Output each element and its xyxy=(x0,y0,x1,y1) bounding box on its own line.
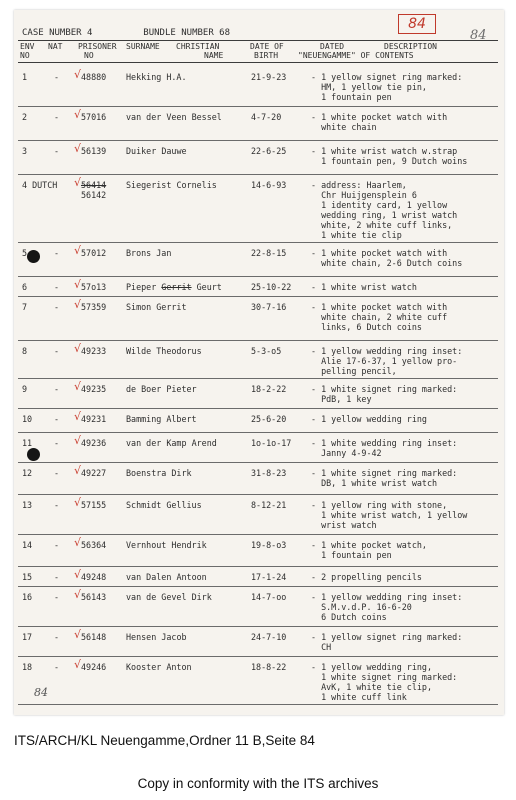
handwritten-corner-number: 84 xyxy=(470,28,487,43)
nationality-dash: - xyxy=(54,592,60,602)
red-check-mark: √ xyxy=(74,142,82,155)
nationality-dash: - xyxy=(54,346,60,356)
red-check-mark: √ xyxy=(74,434,82,447)
red-check-mark: √ xyxy=(74,658,82,671)
nationality-dash: - xyxy=(54,146,60,156)
prisoner-number: 49231 xyxy=(81,414,107,424)
env-number: 1 xyxy=(22,72,28,82)
surname: Pieper xyxy=(126,282,157,292)
date-of-birth: 31-8-23 xyxy=(251,468,287,478)
env-number: 10 xyxy=(22,414,33,424)
description-line: 6 Dutch coins xyxy=(311,612,387,622)
prisoner-name xyxy=(126,302,187,312)
christian-name: Jacob xyxy=(161,632,187,642)
christian-name: Hendrik xyxy=(171,540,207,550)
contents-description xyxy=(311,592,462,622)
description-line: wedding ring, 1 wrist watch xyxy=(311,210,458,220)
env-number: 3 xyxy=(22,146,28,156)
date-of-birth: 22-8-15 xyxy=(251,248,287,258)
prisoner-number: 49233 xyxy=(81,346,107,356)
description-line: links, 6 Dutch coins xyxy=(311,322,422,332)
red-check-mark: √ xyxy=(74,628,82,641)
date-of-birth: 14-6-93 xyxy=(251,180,287,190)
red-check-mark: √ xyxy=(74,464,82,477)
contents-description xyxy=(311,180,457,240)
prisoner-name xyxy=(126,248,171,258)
col-env: ENV xyxy=(20,42,35,51)
prisoner-number: 49235 xyxy=(81,384,107,394)
case-number-label: CASE NUMBER 4 xyxy=(22,28,93,38)
date-of-birth: 21-9-23 xyxy=(251,72,287,82)
contents-description xyxy=(311,72,462,102)
description-line: - 1 white signet ring marked: xyxy=(311,468,458,478)
case-bundle-line xyxy=(22,28,230,38)
nationality-dash: - xyxy=(54,302,60,312)
date-of-birth: 24-7-10 xyxy=(251,632,287,642)
contents-description xyxy=(311,468,457,488)
christian-name: Pieter xyxy=(166,384,197,394)
nationality-dash: - xyxy=(54,248,60,258)
row-separator xyxy=(18,656,498,657)
col-env-no: NO xyxy=(20,51,30,60)
description-line: - 1 yellow signet ring marked: xyxy=(311,72,463,82)
date-of-birth: 4-7-20 xyxy=(251,112,282,122)
contents-description xyxy=(311,438,457,458)
prisoner-name xyxy=(126,572,207,582)
nationality-dash: - xyxy=(54,572,60,582)
prisoner-number: 49236 xyxy=(81,438,107,448)
prisoner-number-struck: 56414 xyxy=(81,180,107,190)
nationality-dash: - xyxy=(54,500,60,510)
nationality-dash: - xyxy=(54,282,60,292)
description-line: 1 white signet ring marked: xyxy=(311,672,458,682)
contents-description xyxy=(311,572,422,582)
row-separator xyxy=(18,626,498,627)
red-check-mark: √ xyxy=(74,342,82,355)
surname: Wilde xyxy=(126,346,152,356)
contents-description xyxy=(311,346,462,376)
description-line: - 1 yellow signet ring marked: xyxy=(311,632,463,642)
prisoner-name xyxy=(126,180,217,190)
row-separator xyxy=(18,276,498,277)
christian-name: H.A. xyxy=(166,72,187,82)
surname: Vernhout xyxy=(126,540,167,550)
prisoner-name xyxy=(126,468,192,478)
description-line: S.M.v.d.P. 16-6-20 xyxy=(311,602,412,612)
date-of-birth: 22-6-25 xyxy=(251,146,287,156)
description-line: 1 white tie clip xyxy=(311,230,402,240)
prisoner-number: 57359 xyxy=(81,302,107,312)
conformity-caption: Copy in conformity with the ITS archives xyxy=(137,776,379,791)
description-line: white, 2 white cuff links, xyxy=(311,220,453,230)
prisoner-number: 49227 xyxy=(81,468,107,478)
bundle-number-label: BUNDLE NUMBER 68 xyxy=(143,28,230,38)
surname: Siegerist xyxy=(126,180,172,190)
description-line: - 1 yellow wedding ring, xyxy=(311,662,433,672)
date-of-birth: 1o-1o-17 xyxy=(251,438,292,448)
row-separator xyxy=(18,296,498,297)
prisoner-number: 57155 xyxy=(81,500,107,510)
prisoner-name xyxy=(126,282,222,292)
description-line: 1 fountain pen xyxy=(311,92,392,102)
christian-name: Dirk xyxy=(171,468,192,478)
nationality-dash: - xyxy=(54,414,60,424)
prisoner-number: 57o13 xyxy=(81,282,107,292)
description-line: - 1 yellow wedding ring inset: xyxy=(311,346,463,356)
prisoner-number: 49248 xyxy=(81,572,107,582)
red-check-mark: √ xyxy=(74,380,82,393)
red-check-mark: √ xyxy=(74,588,82,601)
christian-name-struck: Gerrit xyxy=(161,282,192,292)
surname: Brons xyxy=(126,248,152,258)
prisoner-name xyxy=(126,438,217,448)
description-line: - 1 white pocket watch with xyxy=(311,112,448,122)
col-surname: SURNAME xyxy=(126,42,160,51)
description-line: HM, 1 yellow tie pin, xyxy=(311,82,427,92)
row-separator xyxy=(18,140,498,141)
row-separator xyxy=(18,242,498,243)
christian-name: Bessel xyxy=(191,112,222,122)
prisoner-number: 48880 xyxy=(81,72,107,82)
description-line: - 1 white pocket watch, xyxy=(311,540,427,550)
surname: van de Gevel xyxy=(126,592,187,602)
surname: Schmidt xyxy=(126,500,162,510)
col-dated: DATED xyxy=(320,42,345,51)
description-line: white chain, 2 white cuff xyxy=(311,312,448,322)
contents-description xyxy=(311,112,447,132)
description-line: - address: Haarlem, xyxy=(311,180,407,190)
surname: van Dalen xyxy=(126,572,172,582)
col-neuengamme-contents: "NEUENGAMME" OF CONTENTS xyxy=(298,51,414,60)
nationality-dash: - xyxy=(54,540,60,550)
env-number: 7 xyxy=(22,302,28,312)
nationality-dash: - xyxy=(54,662,60,672)
row-separator xyxy=(18,462,498,463)
punch-hole xyxy=(27,448,40,461)
surname: de Boer xyxy=(126,384,162,394)
row-separator xyxy=(18,566,498,567)
christian-name: Cornelis xyxy=(176,180,217,190)
contents-description xyxy=(311,540,427,560)
prisoner-name xyxy=(126,146,187,156)
description-line: 1 fountain pen xyxy=(311,550,392,560)
env-number: 2 xyxy=(22,112,28,122)
date-of-birth: 19-8-o3 xyxy=(251,540,287,550)
red-check-mark: √ xyxy=(74,176,82,189)
date-of-birth: 30-7-16 xyxy=(251,302,287,312)
archive-reference-caption: ITS/ARCH/KL Neuengamme,Ordner 11 B,Seite 84 xyxy=(14,733,315,748)
surname: Hekking xyxy=(126,72,162,82)
description-line: CH xyxy=(311,642,332,652)
description-line: - 1 yellow wedding ring inset: xyxy=(311,592,463,602)
description-line: - 1 white wedding ring inset: xyxy=(311,438,458,448)
env-number: 15 xyxy=(22,572,33,582)
surname: Hensen xyxy=(126,632,157,642)
description-line: AvK, 1 white tie clip, xyxy=(311,682,433,692)
description-line: Alie 17-6-37, 1 yellow pro- xyxy=(311,356,458,366)
env-number: 17 xyxy=(22,632,33,642)
nationality-dash: - xyxy=(54,112,60,122)
date-of-birth: 18-8-22 xyxy=(251,662,287,672)
red-check-mark: √ xyxy=(74,298,82,311)
surname: Bamming xyxy=(126,414,162,424)
date-of-birth: 17-1-24 xyxy=(251,572,287,582)
description-line: 1 white cuff link xyxy=(311,692,407,702)
christian-name: Geurt xyxy=(196,282,222,292)
red-check-mark: √ xyxy=(74,108,82,121)
date-of-birth: 25-6-20 xyxy=(251,414,287,424)
prisoner-number: 56364 xyxy=(81,540,107,550)
surname: van der Kamp xyxy=(126,438,187,448)
description-line: Janny 4-9-42 xyxy=(311,448,382,458)
date-of-birth: 5-3-o5 xyxy=(251,346,282,356)
contents-description xyxy=(311,384,457,404)
red-check-mark: √ xyxy=(74,568,82,581)
prisoner-name xyxy=(126,346,202,356)
col-nat: NAT xyxy=(48,42,63,51)
description-line: white chain xyxy=(311,122,377,132)
date-of-birth: 18-2-22 xyxy=(251,384,287,394)
red-check-mark: √ xyxy=(74,244,82,257)
description-line: DB, 1 white wrist watch xyxy=(311,478,438,488)
archive-document-sheet xyxy=(14,10,504,715)
env-number: 18 xyxy=(22,662,33,672)
date-of-birth: 14-7-oo xyxy=(251,592,287,602)
description-line: - 1 white wrist watch xyxy=(311,282,417,292)
prisoner-number: 56142 xyxy=(81,190,107,200)
header-bottom-rule xyxy=(18,62,498,63)
env-number: 6 xyxy=(22,282,28,292)
contents-description xyxy=(311,146,467,166)
punch-hole xyxy=(27,250,40,263)
col-christian: CHRISTIAN xyxy=(176,42,220,51)
row-separator xyxy=(18,534,498,535)
prisoner-name xyxy=(126,592,212,602)
description-line: 1 white wrist watch, 1 yellow xyxy=(311,510,468,520)
prisoner-name xyxy=(126,500,202,510)
prisoner-name xyxy=(126,414,197,424)
contents-description xyxy=(311,248,462,268)
surname: Boenstra xyxy=(126,468,167,478)
nationality-dash: - xyxy=(54,468,60,478)
nationality-dash: - xyxy=(54,632,60,642)
env-number: 4 DUTCH xyxy=(22,180,58,190)
red-check-mark: √ xyxy=(74,410,82,423)
contents-description xyxy=(311,632,462,652)
env-number: 11 xyxy=(22,438,33,448)
env-number: 5 xyxy=(22,248,28,258)
surname: van der Veen xyxy=(126,112,187,122)
row-separator xyxy=(18,340,498,341)
description-line: - 2 propelling pencils xyxy=(311,572,422,582)
red-check-mark: √ xyxy=(74,496,82,509)
christian-name: Gellius xyxy=(166,500,202,510)
description-line: - 1 yellow ring with stone, xyxy=(311,500,448,510)
row-separator xyxy=(18,494,498,495)
prisoner-number: 57016 xyxy=(81,112,107,122)
description-line: Chr Huijgensplein 6 xyxy=(311,190,417,200)
description-line: pelling pencil, xyxy=(311,366,397,376)
description-line: - 1 white signet ring marked: xyxy=(311,384,458,394)
col-name: NAME xyxy=(204,51,224,60)
handwritten-page-number: 84 xyxy=(34,686,48,699)
christian-name: Gerrit xyxy=(156,302,187,312)
prisoner-number: 49246 xyxy=(81,662,107,672)
page-number-stamp: 84 xyxy=(398,14,436,34)
col-description: DESCRIPTION xyxy=(384,42,437,51)
nationality-dash: - xyxy=(54,72,60,82)
prisoner-number: 56143 xyxy=(81,592,107,602)
row-separator xyxy=(18,432,498,433)
description-line: - 1 white pocket watch with xyxy=(311,302,448,312)
env-number: 14 xyxy=(22,540,33,550)
contents-description xyxy=(311,302,447,332)
prisoner-number: 56148 xyxy=(81,632,107,642)
row-separator xyxy=(18,106,498,107)
surname: Duiker xyxy=(126,146,157,156)
env-number: 16 xyxy=(22,592,33,602)
env-number: 12 xyxy=(22,468,33,478)
christian-name: Antoon xyxy=(176,572,207,582)
env-number: 13 xyxy=(22,500,33,510)
date-of-birth: 8-12-21 xyxy=(251,500,287,510)
nationality-dash: - xyxy=(54,438,60,448)
col-prisoner: PRISONER xyxy=(78,42,117,51)
col-prisoner-no: NO xyxy=(84,51,94,60)
row-separator xyxy=(18,174,498,175)
prisoner-name xyxy=(126,662,192,672)
col-birth: BIRTH xyxy=(254,51,279,60)
red-check-mark: √ xyxy=(74,536,82,549)
description-line: 1 identity card, 1 yellow xyxy=(311,200,448,210)
description-line: - 1 yellow wedding ring xyxy=(311,414,427,424)
christian-name: Dauwe xyxy=(161,146,187,156)
date-of-birth: 25-10-22 xyxy=(251,282,292,292)
prisoner-name xyxy=(126,72,187,82)
description-line: 1 fountain pen, 9 Dutch woins xyxy=(311,156,468,166)
row-separator xyxy=(18,586,498,587)
row-separator xyxy=(18,408,498,409)
description-line: wrist watch xyxy=(311,520,377,530)
surname: Simon xyxy=(126,302,152,312)
contents-description xyxy=(311,414,427,424)
prisoner-name xyxy=(126,540,207,550)
description-line: - 1 white wrist watch w.strap xyxy=(311,146,458,156)
contents-description xyxy=(311,662,457,702)
description-line: - 1 white pocket watch with xyxy=(311,248,448,258)
christian-name: Dirk xyxy=(191,592,212,602)
prisoner-number: 56139 xyxy=(81,146,107,156)
surname: Kooster xyxy=(126,662,162,672)
description-line: PdB, 1 key xyxy=(311,394,372,404)
env-number: 8 xyxy=(22,346,28,356)
christian-name: Anton xyxy=(166,662,192,672)
prisoner-name xyxy=(126,384,197,394)
christian-name: Arend xyxy=(191,438,217,448)
nationality-dash: - xyxy=(54,384,60,394)
contents-description xyxy=(311,500,467,530)
prisoner-name xyxy=(126,632,187,642)
prisoner-name xyxy=(126,112,222,122)
prisoner-number: 57012 xyxy=(81,248,107,258)
christian-name: Theodorus xyxy=(156,346,202,356)
row-separator xyxy=(18,378,498,379)
col-date-of: DATE OF xyxy=(250,42,284,51)
christian-name: Jan xyxy=(156,248,172,258)
row-separator xyxy=(18,704,498,705)
description-line: white chain, 2-6 Dutch coins xyxy=(311,258,463,268)
christian-name: Albert xyxy=(166,414,197,424)
contents-description xyxy=(311,282,417,292)
header-top-rule xyxy=(18,40,498,41)
red-check-mark: √ xyxy=(74,68,82,81)
env-number: 9 xyxy=(22,384,28,394)
red-check-mark: √ xyxy=(74,278,82,291)
